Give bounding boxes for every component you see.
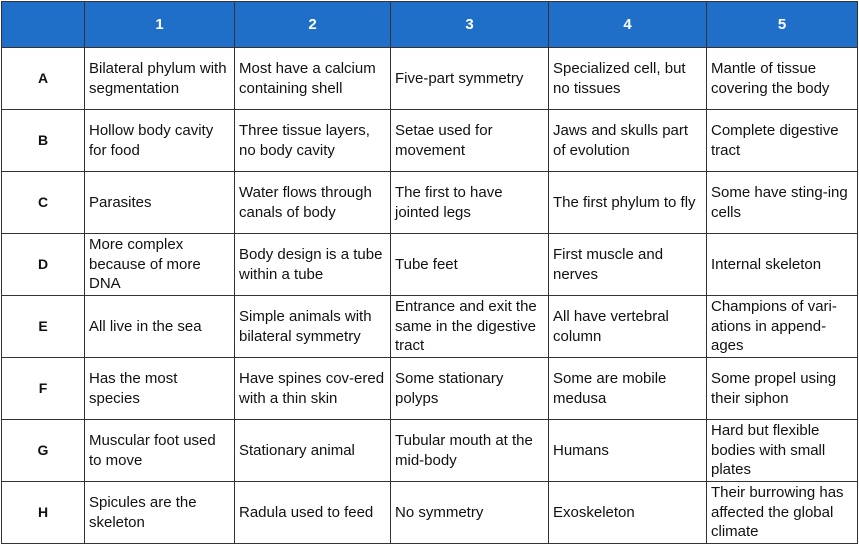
- table-cell: The first to have jointed legs: [391, 172, 549, 234]
- table-cell: Hard but flexible bodies with small plates: [707, 420, 858, 482]
- table-row: [2, 420, 858, 482]
- table-cell: Humans: [549, 420, 707, 482]
- table-cell: Stationary animal: [235, 420, 391, 482]
- table-cell: Internal skeleton: [707, 234, 858, 296]
- table-cell: Most have a calcium containing shell: [235, 48, 391, 110]
- table-cell: Hollow body cavity for food: [85, 110, 235, 172]
- table-row: [2, 172, 858, 234]
- table-cell: All have vertebral column: [549, 296, 707, 358]
- table-cell: No symmetry: [391, 482, 549, 544]
- table-cell: Their burrowing has affected the global climate: [707, 482, 858, 544]
- table-cell: More complex because of more DNA: [85, 234, 235, 296]
- table-cell: Jaws and skulls part of evolution: [549, 110, 707, 172]
- corner-header: [2, 2, 85, 48]
- table-cell: Some propel using their siphon: [707, 358, 858, 420]
- table-cell: Have spines cov-ered with a thin skin: [235, 358, 391, 420]
- column-header-4: 4: [549, 2, 707, 48]
- row-label: C: [2, 172, 85, 234]
- row-label: G: [2, 420, 85, 482]
- column-header-5: 5: [707, 2, 858, 48]
- table-cell: All live in the sea: [85, 296, 235, 358]
- row-label: B: [2, 110, 85, 172]
- table-cell: First muscle and nerves: [549, 234, 707, 296]
- column-header-1: 1: [85, 2, 235, 48]
- table-cell: Champions of vari-ations in append-ages: [707, 296, 858, 358]
- row-label: H: [2, 482, 85, 544]
- table-cell: Complete digestive tract: [707, 110, 858, 172]
- column-header-2: 2: [235, 2, 391, 48]
- table-row: [2, 234, 858, 296]
- phylum-matching-table: [1, 1, 858, 544]
- table-cell: The first phylum to fly: [549, 172, 707, 234]
- table-cell: Has the most species: [85, 358, 235, 420]
- table-row: [2, 48, 858, 110]
- column-header-3: 3: [391, 2, 549, 48]
- table-cell: Specialized cell, but no tissues: [549, 48, 707, 110]
- table-cell: Parasites: [85, 172, 235, 234]
- row-label: A: [2, 48, 85, 110]
- table-cell: Three tissue layers, no body cavity: [235, 110, 391, 172]
- table-cell: Setae used for movement: [391, 110, 549, 172]
- table-cell: Tubular mouth at the mid-body: [391, 420, 549, 482]
- table-cell: Body design is a tube within a tube: [235, 234, 391, 296]
- table-cell: Spicules are the skeleton: [85, 482, 235, 544]
- row-label: F: [2, 358, 85, 420]
- header-row: [2, 2, 858, 48]
- table-cell: Water flows through canals of body: [235, 172, 391, 234]
- table-cell: Some have sting-ing cells: [707, 172, 858, 234]
- table-cell: Radula used to feed: [235, 482, 391, 544]
- table-cell: Bilateral phylum with segmentation: [85, 48, 235, 110]
- row-label: D: [2, 234, 85, 296]
- table-cell: Simple animals with bilateral symmetry: [235, 296, 391, 358]
- table-cell: Five-part symmetry: [391, 48, 549, 110]
- table-cell: Muscular foot used to move: [85, 420, 235, 482]
- table-row: [2, 110, 858, 172]
- table-cell: Some stationary polyps: [391, 358, 549, 420]
- table-cell: Mantle of tissue covering the body: [707, 48, 858, 110]
- table-cell: Some are mobile medusa: [549, 358, 707, 420]
- table-cell: Exoskeleton: [549, 482, 707, 544]
- table-row: [2, 296, 858, 358]
- row-label: E: [2, 296, 85, 358]
- table-row: [2, 358, 858, 420]
- table-cell: Entrance and exit the same in the digestive tract: [391, 296, 549, 358]
- table-cell: Tube feet: [391, 234, 549, 296]
- table-row: [2, 482, 858, 544]
